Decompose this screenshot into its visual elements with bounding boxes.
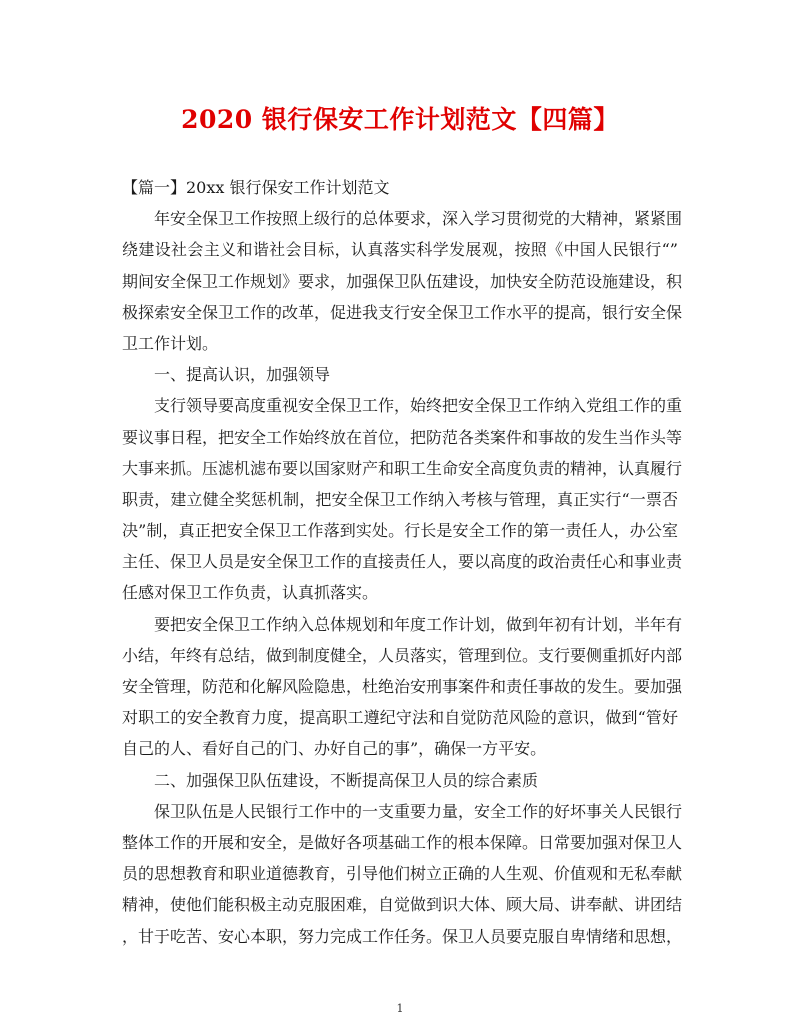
text-line: 要议事日程，把安全工作始终放在首位，把防范各类案件和事故的发生当作头等 — [122, 427, 683, 447]
text-line: 要把安全保卫工作纳入总体规划和年度工作计划，做到年初有计划，半年有 — [154, 614, 683, 634]
text-line: 年安全保卫工作按照上级行的总体要求，深入学习贯彻党的大精神，紧紧围 — [154, 209, 683, 229]
text-line: 对职工的安全教育力度，提高职工遵纪守法和自觉防范风险的意识，做到“管好 — [122, 708, 678, 728]
text-line: 主任、保卫人员是安全保卫工作的直接责任人，要以高度的政治责任心和事业责 — [122, 552, 683, 572]
text-line: 整体工作的开展和安全，是做好各项基础工作的根本保障。日常要加强对保卫人 — [122, 832, 683, 852]
text-line: 任感对保卫工作负责，认真抓落实。 — [122, 583, 379, 603]
text-line: 绕建设社会主义和谐社会目标，认真落实科学发展观，按照《中国人民银行“” — [122, 240, 678, 260]
text-line: 员的思想教育和职业道德教育，引导他们树立正确的人生观、价值观和无私奉献 — [122, 864, 683, 884]
text-line: 期间安全保卫工作规划》要求，加强保卫队伍建设，加快安全防范设施建设，积 — [122, 271, 683, 291]
text-line: ，甘于吃苦、安心本职，努力完成工作任务。保卫人员要克服自卑情绪和思想， — [122, 926, 683, 946]
document-body — [122, 172, 683, 952]
text-line: 安全管理，防范和化解风险隐患，杜绝治安刑事案件和责任事故的发生。要加强 — [122, 677, 683, 696]
page-number: 1 — [396, 1002, 404, 1015]
text-line: 一、提高认识，加强领导 — [154, 365, 331, 385]
text-line: 二、加强保卫队伍建设，不断提高保卫人员的综合素质 — [154, 770, 539, 790]
text-line: 支行领导要高度重视安全保卫工作，始终把安全保卫工作纳入党组工作的重 — [154, 396, 683, 416]
text-line: 自己的人、看好自己的门、办好自己的事”，确保一方平安。 — [122, 739, 547, 759]
text-line: 【篇一】20xx 银行保安工作计划范文 — [122, 178, 390, 197]
text-line: 卫工作计划。 — [122, 333, 219, 353]
text-line: 大事来抓。压滤机滤布要以国家财产和职工生命安全高度负责的精神，认真履行 — [122, 458, 683, 478]
text-line: 保卫队伍是人民银行工作中的一支重要力量，安全工作的好坏事关人民银行 — [154, 801, 683, 821]
text-line: 极探索安全保卫工作的改革，促进我支行安全保卫工作水平的提高，银行安全保 — [122, 302, 683, 322]
text-line: 职责，建立健全奖惩机制，把安全保卫工作纳入考核与管理，真正实行“一票否 — [122, 489, 678, 509]
text-line: 精神，使他们能积极主动克服困难，自觉做到识大体、顾大局、讲奉献、讲团结 — [122, 895, 683, 915]
text-line: 小结，年终有总结，做到制度健全，人员落实，管理到位。支行要侧重抓好内部 — [122, 645, 683, 665]
document-title: 2020 银行保安工作计划范文【四篇】 — [181, 105, 619, 134]
text-line: 决”制，真正把安全保卫工作落到实处。行长是安全工作的第一责任人，办公室 — [122, 521, 678, 541]
